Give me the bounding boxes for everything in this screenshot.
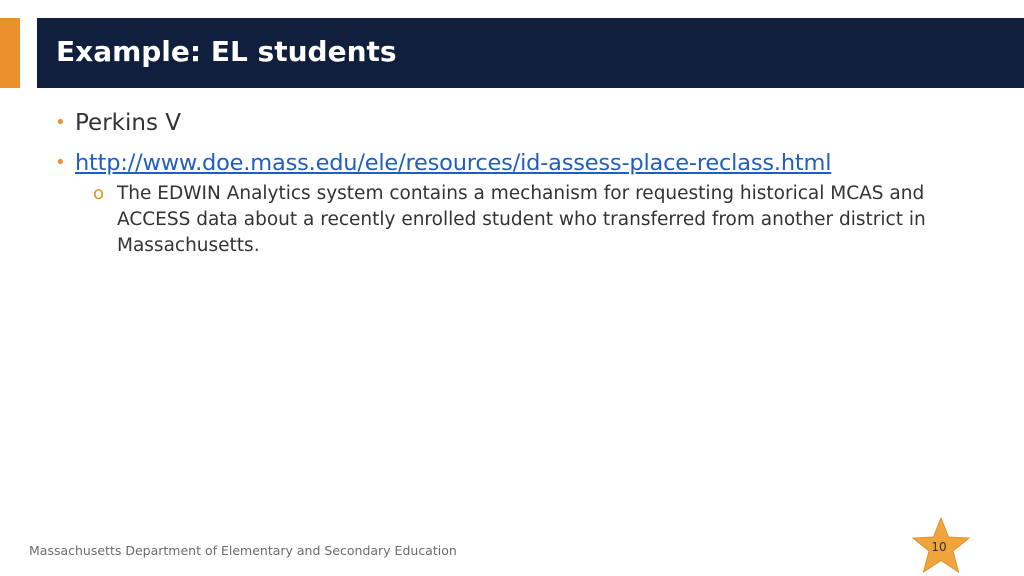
page-number: 10 xyxy=(931,540,947,554)
resource-link[interactable]: http://www.doe.mass.edu/ele/resources/id-assess-place-reclass.html xyxy=(75,150,832,176)
bullet-text: Perkins V xyxy=(75,110,181,136)
bullet-item-perkins xyxy=(55,107,975,139)
footer-organization: Massachusetts Department of Elementary and Secondary Education xyxy=(29,543,457,558)
bullet-item-link xyxy=(55,147,975,179)
title-accent-bar xyxy=(0,18,20,88)
circle-bullet-icon: o xyxy=(93,183,105,204)
slide-title: Example: EL students xyxy=(56,35,397,68)
bullet-dot-icon: • xyxy=(55,152,66,173)
slide-content xyxy=(55,107,975,259)
title-bar xyxy=(37,18,1024,88)
sub-bullet-text: The EDWIN Analytics system contains a mechanism for requesting historical MCAS and ACCESS data about a recently enrolled student who transferred from another district in Massachusetts. xyxy=(117,183,926,256)
bullet-dot-icon: • xyxy=(55,112,66,133)
sub-bullet-item xyxy=(93,181,947,259)
